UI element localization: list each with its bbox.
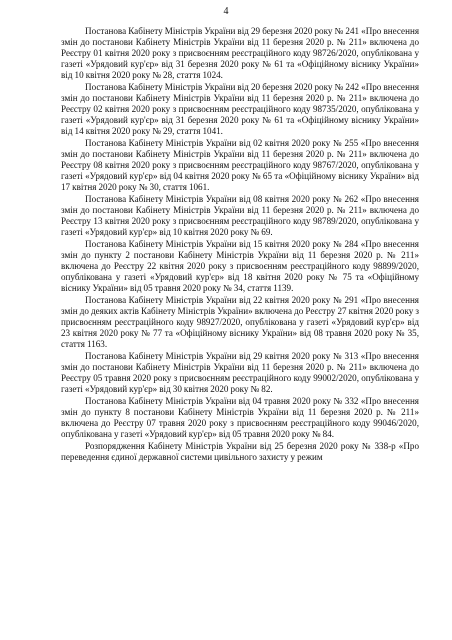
paragraph-resolution-332: Постанова Кабінету Міністрів України від 04 травня 2020 року № 332 «Про внесення змін до пункту 8 постанови Кабінету Міністрів України від 11 березня 2020 р. № 211» включена до Реєстру 07 травня 2020 року з присвоєнням реєстраційного коду 99046/2020, опублікована у газеті «Урядовий кур'єр» від 05 травня 2020 року № 84. bbox=[61, 396, 419, 439]
paragraph-resolution-241: Постанова Кабінету Міністрів України від 29 березня 2020 року № 241 «Про внесення змін до постанови Кабінету Міністрів України від 11 березня 2020 р. № 211» включена до Реєстру 01 квітня 2020 року з присвоєнням реєстраційного коду 98726/2020, опублікована у газеті «Урядовий кур'єр» від 31 березня 2020 року № 61 та «Офіційному віснику України» від 10 квітня 2020 року № 28, стаття 1024. bbox=[61, 26, 419, 80]
paragraph-resolution-284: Постанова Кабінету Міністрів України від 15 квітня 2020 року № 284 «Про внесення змін до пункту 2 постанови Кабінету Міністрів України від 11 березня 2020 р. № 211» включена до Реєстру 22 квітня 2020 року з присвоєнням реєстраційного коду 98899/2020, опублікована у газеті «Урядовий кур'єр» від 18 квітня 2020 року № 75 та «Офіційному віснику України» від 05 травня 2020 року № 34, стаття 1139. bbox=[61, 239, 419, 293]
paragraph-order-338: Розпорядження Кабінету Міністрів України від 25 березня 2020 року № 338-р «Про переведення єдиної державної системи цивільного захисту у режим bbox=[61, 441, 419, 462]
paragraph-resolution-313: Постанова Кабінету Міністрів України від 29 квітня 2020 року № 313 «Про внесення змін до постанови Кабінету Міністрів України від 11 березня 2020 р. № 211» включена до Реєстру 05 травня 2020 року з присвоєнням реєстраційного коду 99002/2020, опублікована у газеті «Урядовий кур'єр» від 30 квітня 2020 року № 82. bbox=[61, 351, 419, 394]
paragraph-resolution-255: Постанова Кабінету Міністрів України від 02 квітня 2020 року № 255 «Про внесення змін до постанови Кабінету Міністрів України від 11 березня 2020 р. № 211» включена до Реєстру 08 квітня 2020 року з присвоєнням реєстраційного коду 98767/2020, опублікована у газеті «Урядовий кур'єр» від 04 квітня 2020 року № 65 та «Офіційному віснику України» від 17 квітня 2020 року № 30, стаття 1061. bbox=[61, 138, 419, 192]
paragraph-resolution-262: Постанова Кабінету Міністрів України від 08 квітня 2020 року № 262 «Про внесення змін до постанови Кабінету Міністрів України від 11 березня 2020 р. № 211» включена до Реєстру 13 квітня 2020 року з присвоєнням реєстраційного коду 98789/2020, опублікована у газеті «Урядовий кур'єр» від 10 квітня 2020 року № 69. bbox=[61, 194, 419, 237]
page-number: 4 bbox=[223, 6, 229, 17]
paragraph-resolution-242: Постанова Кабінету Міністрів України від 20 березня 2020 року № 242 «Про внесення змін до постанови Кабінету Міністрів України від 11 березня 2020 р. № 211» включена до Реєстру 02 квітня 2020 року з присвоєнням реєстраційного коду 98735/2020, опублікована у газеті «Урядовий кур'єр» від 31 березня 2020 року № 61 та «Офіційному віснику України» від 14 квітня 2020 року № 29, стаття 1041. bbox=[61, 82, 419, 136]
document-body bbox=[61, 26, 419, 464]
paragraph-resolution-291: Постанова Кабінету Міністрів України від 22 квітня 2020 року № 291 «Про внесення змін до деяких актів Кабінету Міністрів України» включена до Реєстру 27 квітня 2020 року з присвоєнням реєстраційного коду 98927/2020, опублікована у газеті «Урядовий кур'єр» від 23 квітня 2020 року № 77 та «Офіційному віснику України» від 08 травня 2020 року № 35, стаття 1163. bbox=[61, 295, 419, 349]
